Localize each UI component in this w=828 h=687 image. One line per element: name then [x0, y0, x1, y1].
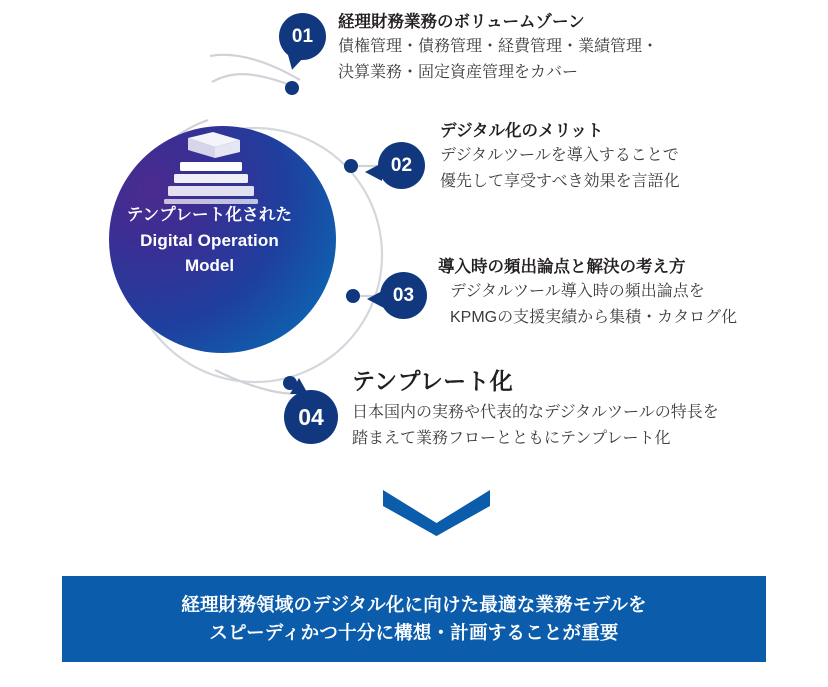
item-02: [440, 117, 820, 195]
item-01-body-line1: 債権管理・債務管理・経費管理・業績管理・: [338, 38, 659, 55]
hub-label-line2: Digital Operation: [140, 231, 279, 251]
hub: [95, 112, 350, 367]
item-03-title: 導入時の頻出論点と解決の考え方: [438, 258, 686, 276]
item-02-body-line1: デジタルツールを導入することで: [440, 147, 679, 164]
item-02-body-line2: 優先して享受すべき効果を言語化: [440, 172, 680, 190]
books-icon: [158, 130, 263, 208]
item-04: [352, 363, 812, 452]
item-03-body-line2: KPMGの支援実績から集積・カタログ化: [450, 308, 738, 326]
item-04-body-line1: 日本国内の実務や代表的なデジタルツールの特長を: [352, 404, 719, 421]
summary-banner: [62, 576, 766, 662]
hub-label: [107, 204, 312, 278]
item-02-title: デジタル化のメリット: [440, 122, 604, 140]
chevron-down-icon: [383, 490, 490, 536]
summary-banner-line1: 経理財務領域のデジタル化に向けた最適な業務モデルを: [181, 593, 647, 615]
hub-label-line3: Model: [184, 255, 235, 275]
item-01-body-line2: 決算業務・固定資産管理をカバー: [338, 63, 579, 81]
summary-banner-line2: スピーディかつ十分に構想・計画することが重要: [209, 622, 619, 643]
badge-04: 04: [284, 390, 338, 444]
item-01-title: 経理財務業務のボリュームゾーン: [338, 13, 585, 31]
badge-02: 02: [378, 142, 425, 189]
hub-label-line1: テンプレート化された: [126, 206, 293, 224]
badge-01: 01: [279, 13, 326, 60]
item-03: [438, 253, 828, 331]
item-01: [338, 8, 808, 86]
item-04-body-line2: 踏まえて業務フローとともにテンプレート化: [352, 429, 671, 447]
item-03-body-line1: デジタルツール導入時の頻出論点を: [450, 283, 705, 300]
badge-03: 03: [380, 272, 427, 319]
item-04-title: テンプレート化: [352, 368, 514, 394]
